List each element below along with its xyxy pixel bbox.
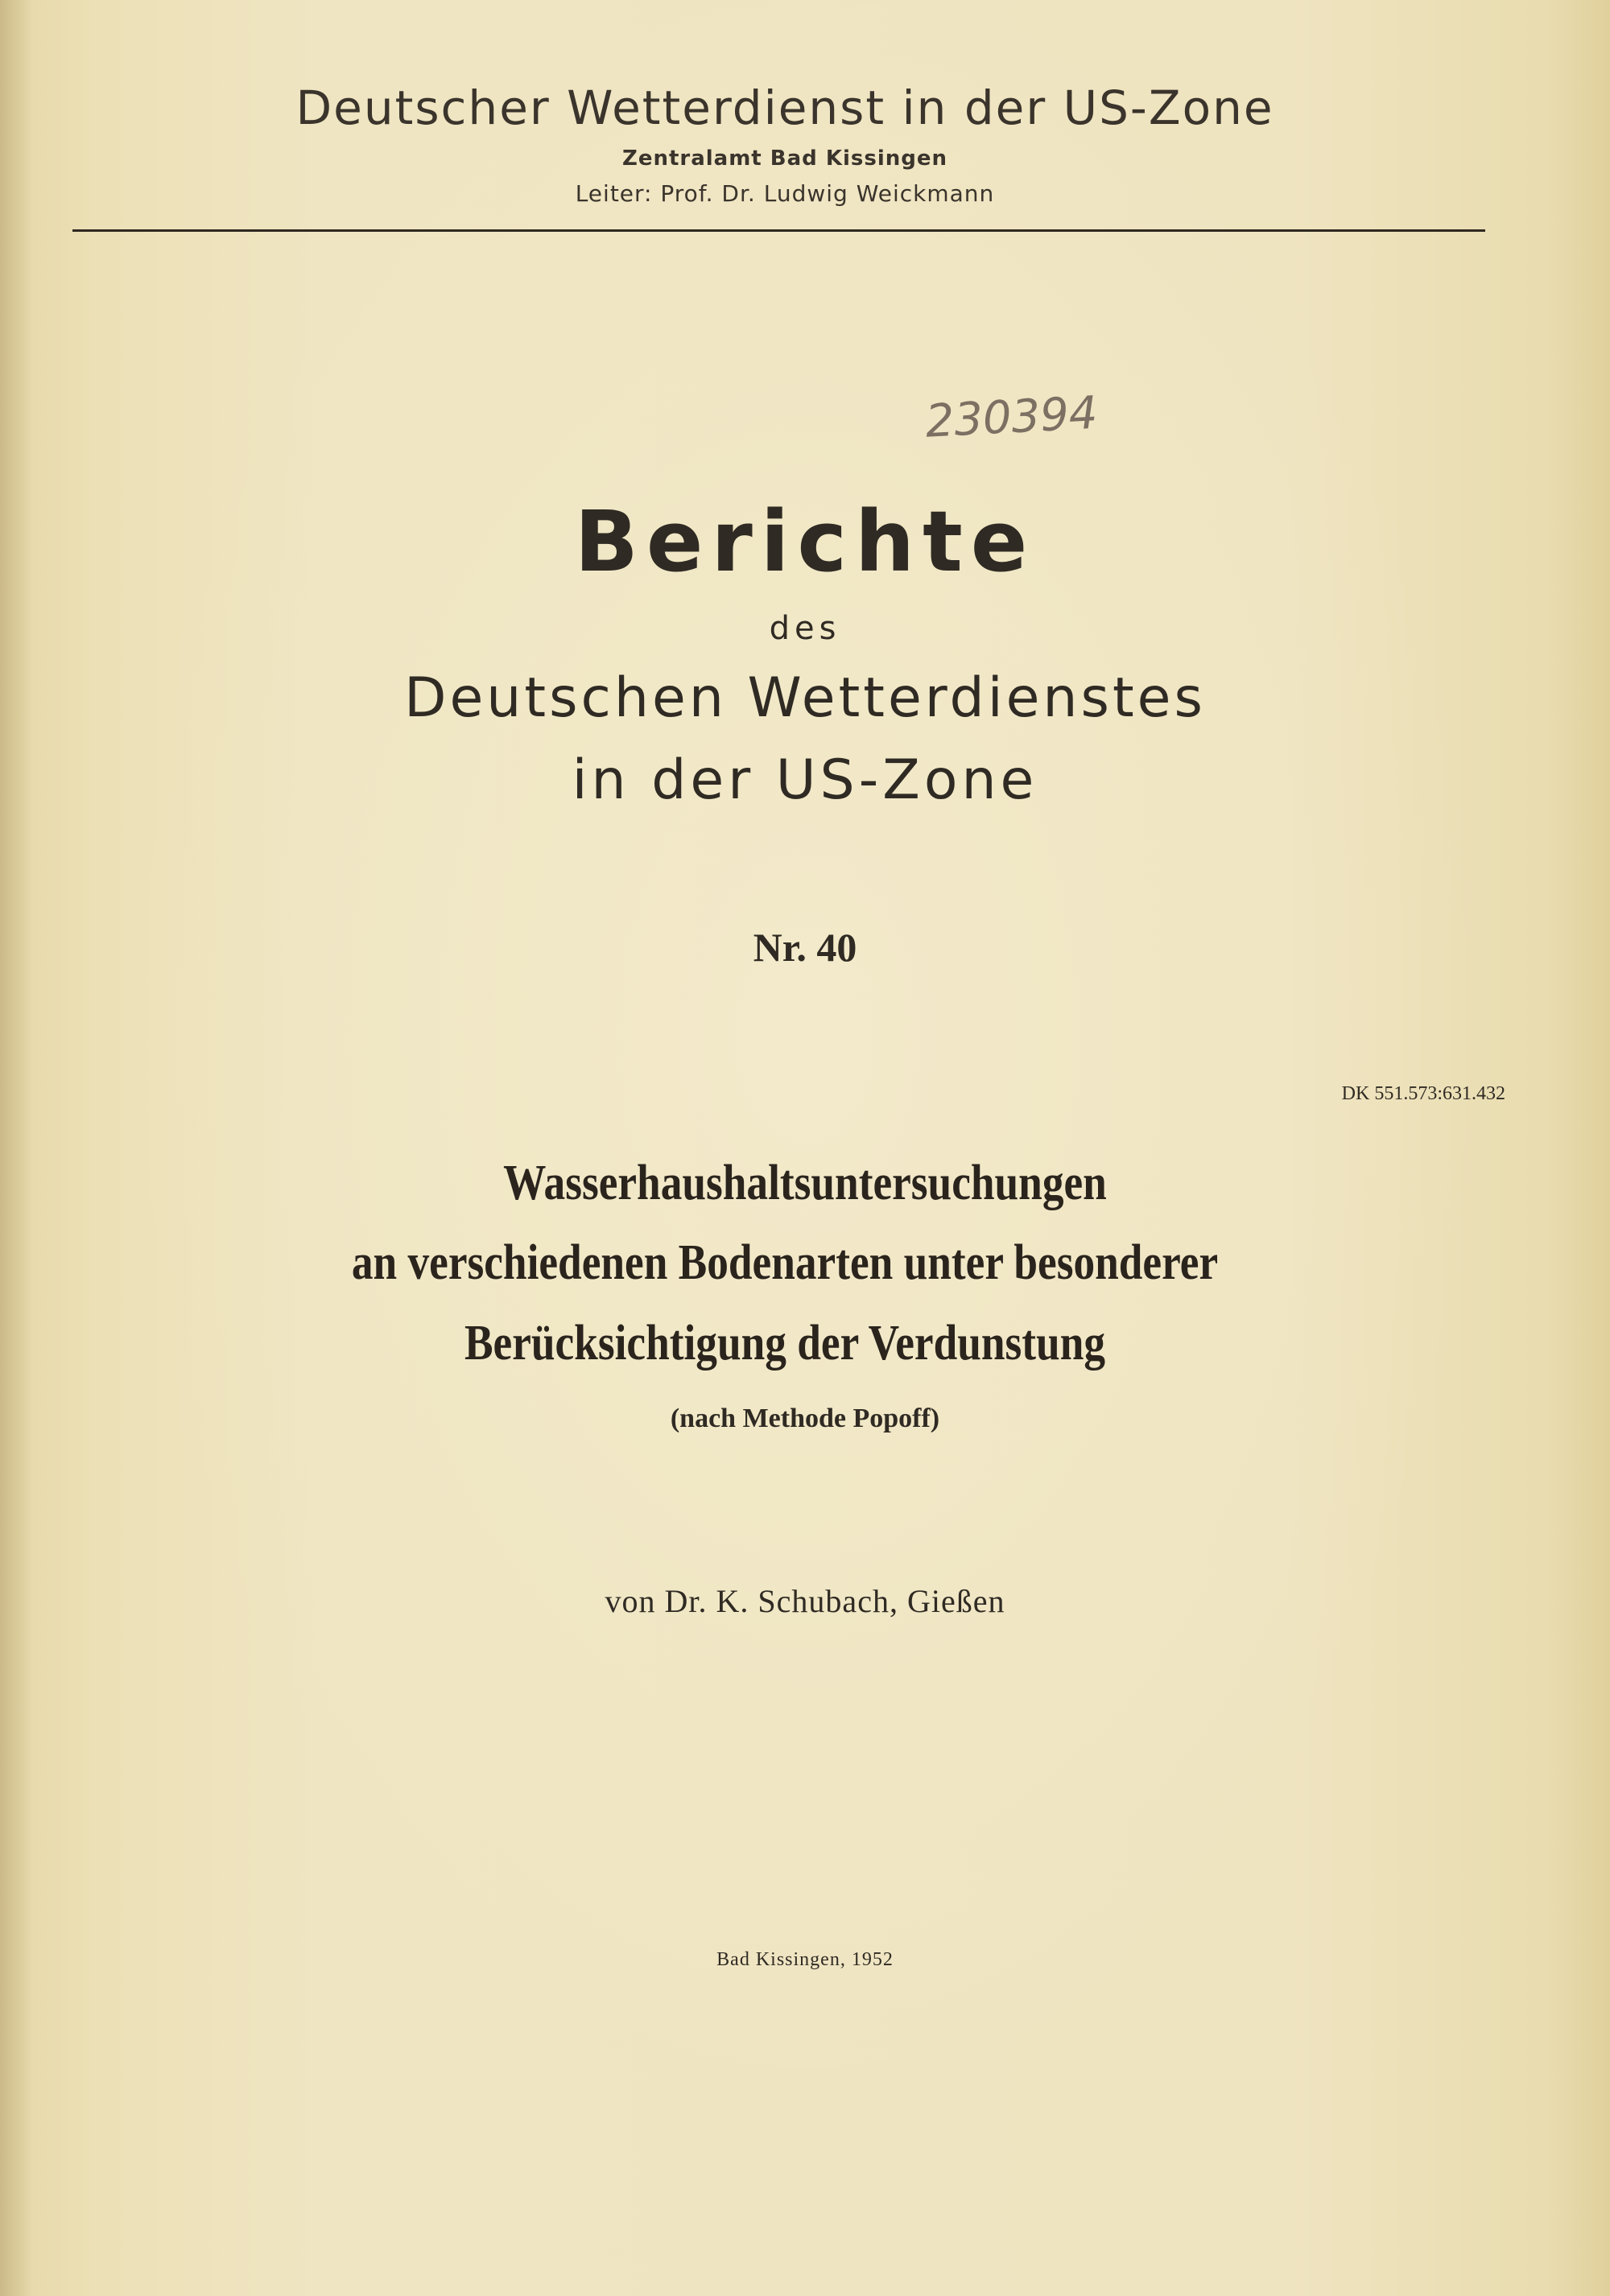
publisher-name: Deutscher Wetterdienst in der US-Zone (295, 80, 1274, 135)
classification-code: DK 551.573:631.432 (1341, 1083, 1505, 1104)
director-line: Leiter: Prof. Dr. Ludwig Weickmann (575, 180, 995, 207)
method-note: (nach Methode Popoff) (670, 1404, 940, 1433)
binding-shadow (0, 0, 32, 2296)
series-title: Berichte (574, 493, 1036, 591)
work-title-line1: Wasserhaushaltsuntersuchungen (503, 1156, 1107, 1210)
imprint-line: Bad Kissingen, 1952 (716, 1949, 894, 1970)
series-connector: des (769, 610, 841, 647)
series-subtitle-line2: in der US-Zone (572, 748, 1038, 812)
work-title-line2: an verschiedenen Bodenarten unter besonderer (351, 1235, 1219, 1290)
handwritten-inventory-number: 230394 (924, 386, 1099, 448)
issue-number: Nr. 40 (753, 925, 857, 970)
header-rule (72, 229, 1485, 232)
author-line: von Dr. K. Schubach, Gießen (605, 1583, 1005, 1619)
work-title-line3: Berücksichtigung der Verdunstung (464, 1316, 1106, 1371)
series-subtitle-line1: Deutschen Wetterdienstes (404, 666, 1206, 730)
office-name: Zentralamt Bad Kissingen (621, 146, 948, 171)
